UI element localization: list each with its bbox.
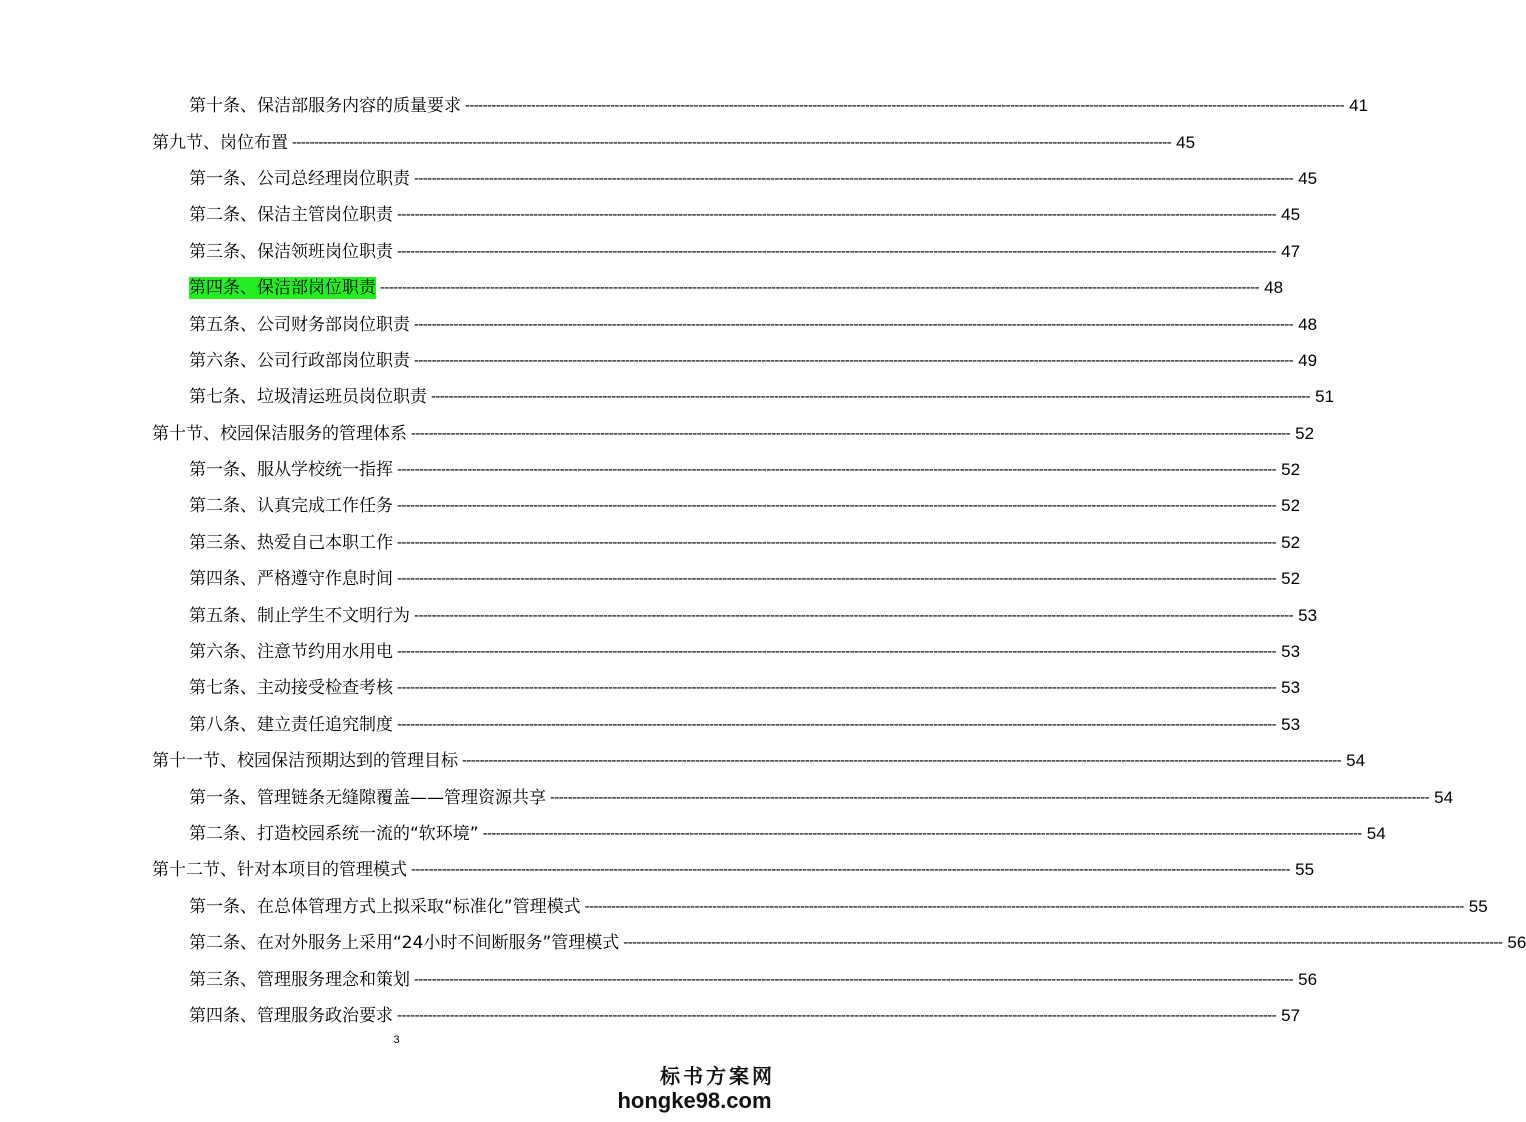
toc-leader: --------------------------------------------------------------------------------------------------------------------------------------------------------------------------------------------------------	[397, 533, 1277, 551]
toc-entry-page: 53	[1281, 642, 1301, 662]
toc-leader: --------------------------------------------------------------------------------------------------------------------------------------------------------------------------------------------------------	[414, 351, 1294, 369]
toc-entry-title: 第十二节、针对本项目的管理模式	[152, 860, 407, 881]
toc-entry-title: 第三条、热爱自己本职工作	[189, 532, 393, 553]
toc-leader: --------------------------------------------------------------------------------------------------------------------------------------------------------------------------------------------------------	[292, 133, 1172, 151]
toc-entry-page: 56	[1298, 969, 1318, 989]
toc-entry-page: 45	[1176, 132, 1196, 152]
toc-leader: --------------------------------------------------------------------------------------------------------------------------------------------------------------------------------------------------------	[397, 715, 1277, 733]
toc-leader: --------------------------------------------------------------------------------------------------------------------------------------------------------------------------------------------------------	[431, 388, 1311, 406]
toc-entry[interactable]	[152, 306, 1318, 342]
toc-entry-title: 第三条、保洁领班岗位职责	[189, 241, 393, 262]
toc-leader: --------------------------------------------------------------------------------------------------------------------------------------------------------------------------------------------------------	[397, 206, 1277, 224]
page-number: 3	[393, 1034, 400, 1046]
toc-entry-page: 45	[1281, 205, 1301, 225]
toc-entry-title: 第九节、岗位布置	[152, 132, 288, 153]
toc-entry[interactable]	[152, 525, 1301, 561]
toc-entry-title: 第二条、认真完成工作任务	[189, 496, 393, 517]
toc-entry[interactable]	[152, 124, 1196, 160]
toc-entry-title: 第二条、在对外服务上采用“24小时不间断服务”管理模式	[189, 933, 620, 954]
toc-entry-title: 第五条、制止学生不文明行为	[189, 605, 410, 626]
toc-entry[interactable]	[152, 343, 1318, 379]
toc-entry-page: 52	[1281, 569, 1301, 589]
toc-entry-title: 第一条、服从学校统一指挥	[189, 460, 393, 481]
watermark-url: hongke98.com	[617, 1088, 772, 1113]
toc-leader: --------------------------------------------------------------------------------------------------------------------------------------------------------------------------------------------------------	[411, 861, 1291, 879]
toc-entry-title: 第十条、保洁部服务内容的质量要求	[189, 96, 461, 117]
toc-entry[interactable]	[152, 670, 1301, 706]
toc-entry[interactable]	[152, 561, 1301, 597]
toc-leader: --------------------------------------------------------------------------------------------------------------------------------------------------------------------------------------------------------	[414, 970, 1294, 988]
toc-leader: --------------------------------------------------------------------------------------------------------------------------------------------------------------------------------------------------------	[397, 679, 1277, 697]
toc-entry[interactable]	[152, 816, 1386, 852]
toc-leader: --------------------------------------------------------------------------------------------------------------------------------------------------------------------------------------------------------	[462, 752, 1342, 770]
watermark	[614, 1063, 775, 1113]
toc-entry[interactable]	[152, 961, 1318, 997]
toc-entry[interactable]	[152, 707, 1301, 743]
toc-leader: --------------------------------------------------------------------------------------------------------------------------------------------------------------------------------------------------------	[411, 424, 1291, 442]
toc-entry[interactable]	[152, 452, 1301, 488]
toc-leader: --------------------------------------------------------------------------------------------------------------------------------------------------------------------------------------------------------	[584, 897, 1464, 915]
toc-entry-title: 第一条、公司总经理岗位职责	[189, 168, 410, 189]
toc-leader: --------------------------------------------------------------------------------------------------------------------------------------------------------------------------------------------------------	[482, 825, 1362, 842]
toc-entry[interactable]	[152, 416, 1315, 452]
toc-entry[interactable]	[152, 197, 1301, 233]
toc-entry[interactable]	[152, 634, 1301, 670]
toc-entry-title: 第十节、校园保洁服务的管理体系	[152, 423, 407, 444]
toc-entry[interactable]	[152, 743, 1366, 779]
toc-entry-page: 47	[1281, 241, 1301, 261]
toc-entry-page: 52	[1281, 532, 1301, 552]
toc-leader: --------------------------------------------------------------------------------------------------------------------------------------------------------------------------------------------------------	[414, 315, 1294, 333]
toc-entry-title: 第一条、在总体管理方式上拟采取“标准化”管理模式	[189, 896, 581, 917]
watermark-cn: 标书方案网	[660, 1064, 775, 1088]
toc-entry-title: 第四条、严格遵守作息时间	[189, 569, 393, 590]
toc-entry-page: 45	[1298, 168, 1318, 188]
toc-leader: --------------------------------------------------------------------------------------------------------------------------------------------------------------------------------------------------------	[397, 1006, 1277, 1024]
toc-entry-page: 56	[1507, 933, 1526, 953]
toc-entry-title: 第一条、管理链条无缝隙覆盖——管理资源共享	[189, 787, 546, 808]
toc-entry-page: 54	[1346, 751, 1366, 771]
table-of-contents	[152, 88, 1526, 1034]
toc-entry-page: 53	[1281, 678, 1301, 698]
toc-entry-page: 54	[1366, 824, 1386, 843]
toc-entry-page: 48	[1264, 278, 1284, 298]
toc-entry[interactable]	[152, 270, 1284, 306]
toc-entry-page: 53	[1281, 714, 1301, 734]
toc-entry[interactable]	[152, 234, 1301, 270]
toc-entry-page: 52	[1281, 496, 1301, 516]
toc-entry-page: 54	[1434, 787, 1454, 807]
toc-entry-title: 第二条、保洁主管岗位职责	[189, 205, 393, 226]
toc-entry[interactable]	[152, 998, 1301, 1034]
toc-entry[interactable]	[152, 779, 1454, 815]
toc-entry[interactable]	[152, 852, 1315, 888]
toc-entry[interactable]	[152, 925, 1526, 961]
toc-entry-page: 48	[1298, 314, 1318, 334]
toc-leader: --------------------------------------------------------------------------------------------------------------------------------------------------------------------------------------------------------	[380, 279, 1260, 297]
toc-entry-title: 第五条、公司财务部岗位职责	[189, 314, 410, 335]
toc-entry-page: 52	[1281, 460, 1301, 480]
toc-entry-page: 49	[1298, 350, 1318, 370]
toc-entry-page: 55	[1295, 860, 1315, 880]
toc-leader: --------------------------------------------------------------------------------------------------------------------------------------------------------------------------------------------------------	[465, 97, 1345, 115]
toc-entry-title: 第二条、打造校园系统一流的“软环境”	[189, 824, 479, 844]
toc-entry-title: 第四条、保洁部岗位职责	[189, 278, 376, 299]
toc-entry-page: 41	[1349, 96, 1369, 116]
toc-entry[interactable]	[152, 379, 1335, 415]
toc-leader: --------------------------------------------------------------------------------------------------------------------------------------------------------------------------------------------------------	[397, 643, 1277, 661]
toc-entry[interactable]	[152, 88, 1369, 124]
toc-entry-title: 第十一节、校园保洁预期达到的管理目标	[152, 751, 458, 772]
toc-entry-page: 55	[1468, 896, 1488, 916]
toc-leader: --------------------------------------------------------------------------------------------------------------------------------------------------------------------------------------------------------	[623, 934, 1503, 952]
toc-entry-page: 53	[1298, 605, 1318, 625]
toc-leader: --------------------------------------------------------------------------------------------------------------------------------------------------------------------------------------------------------	[397, 497, 1277, 515]
toc-leader: --------------------------------------------------------------------------------------------------------------------------------------------------------------------------------------------------------	[414, 169, 1294, 187]
toc-entry[interactable]	[152, 488, 1301, 524]
toc-entry[interactable]	[152, 161, 1318, 197]
toc-entry-title: 第六条、公司行政部岗位职责	[189, 350, 410, 371]
toc-entry-title: 第六条、注意节约用水用电	[189, 642, 393, 663]
toc-entry-title: 第八条、建立责任追究制度	[189, 714, 393, 735]
toc-entry[interactable]	[152, 889, 1488, 925]
toc-leader: --------------------------------------------------------------------------------------------------------------------------------------------------------------------------------------------------------	[414, 606, 1294, 624]
toc-entry[interactable]	[152, 597, 1318, 633]
toc-leader: --------------------------------------------------------------------------------------------------------------------------------------------------------------------------------------------------------	[397, 461, 1277, 479]
toc-entry-title: 第三条、管理服务理念和策划	[189, 969, 410, 990]
toc-leader: --------------------------------------------------------------------------------------------------------------------------------------------------------------------------------------------------------	[397, 570, 1277, 588]
toc-entry-title: 第七条、主动接受检查考核	[189, 678, 393, 699]
toc-entry-title: 第七条、垃圾清运班员岗位职责	[189, 387, 427, 408]
toc-entry-page: 57	[1281, 1005, 1301, 1025]
toc-leader: --------------------------------------------------------------------------------------------------------------------------------------------------------------------------------------------------------	[397, 242, 1277, 260]
toc-leader: --------------------------------------------------------------------------------------------------------------------------------------------------------------------------------------------------------	[550, 788, 1430, 806]
toc-entry-title: 第四条、管理服务政治要求	[189, 1005, 393, 1026]
toc-entry-page: 51	[1315, 387, 1335, 407]
toc-entry-page: 52	[1295, 423, 1315, 443]
